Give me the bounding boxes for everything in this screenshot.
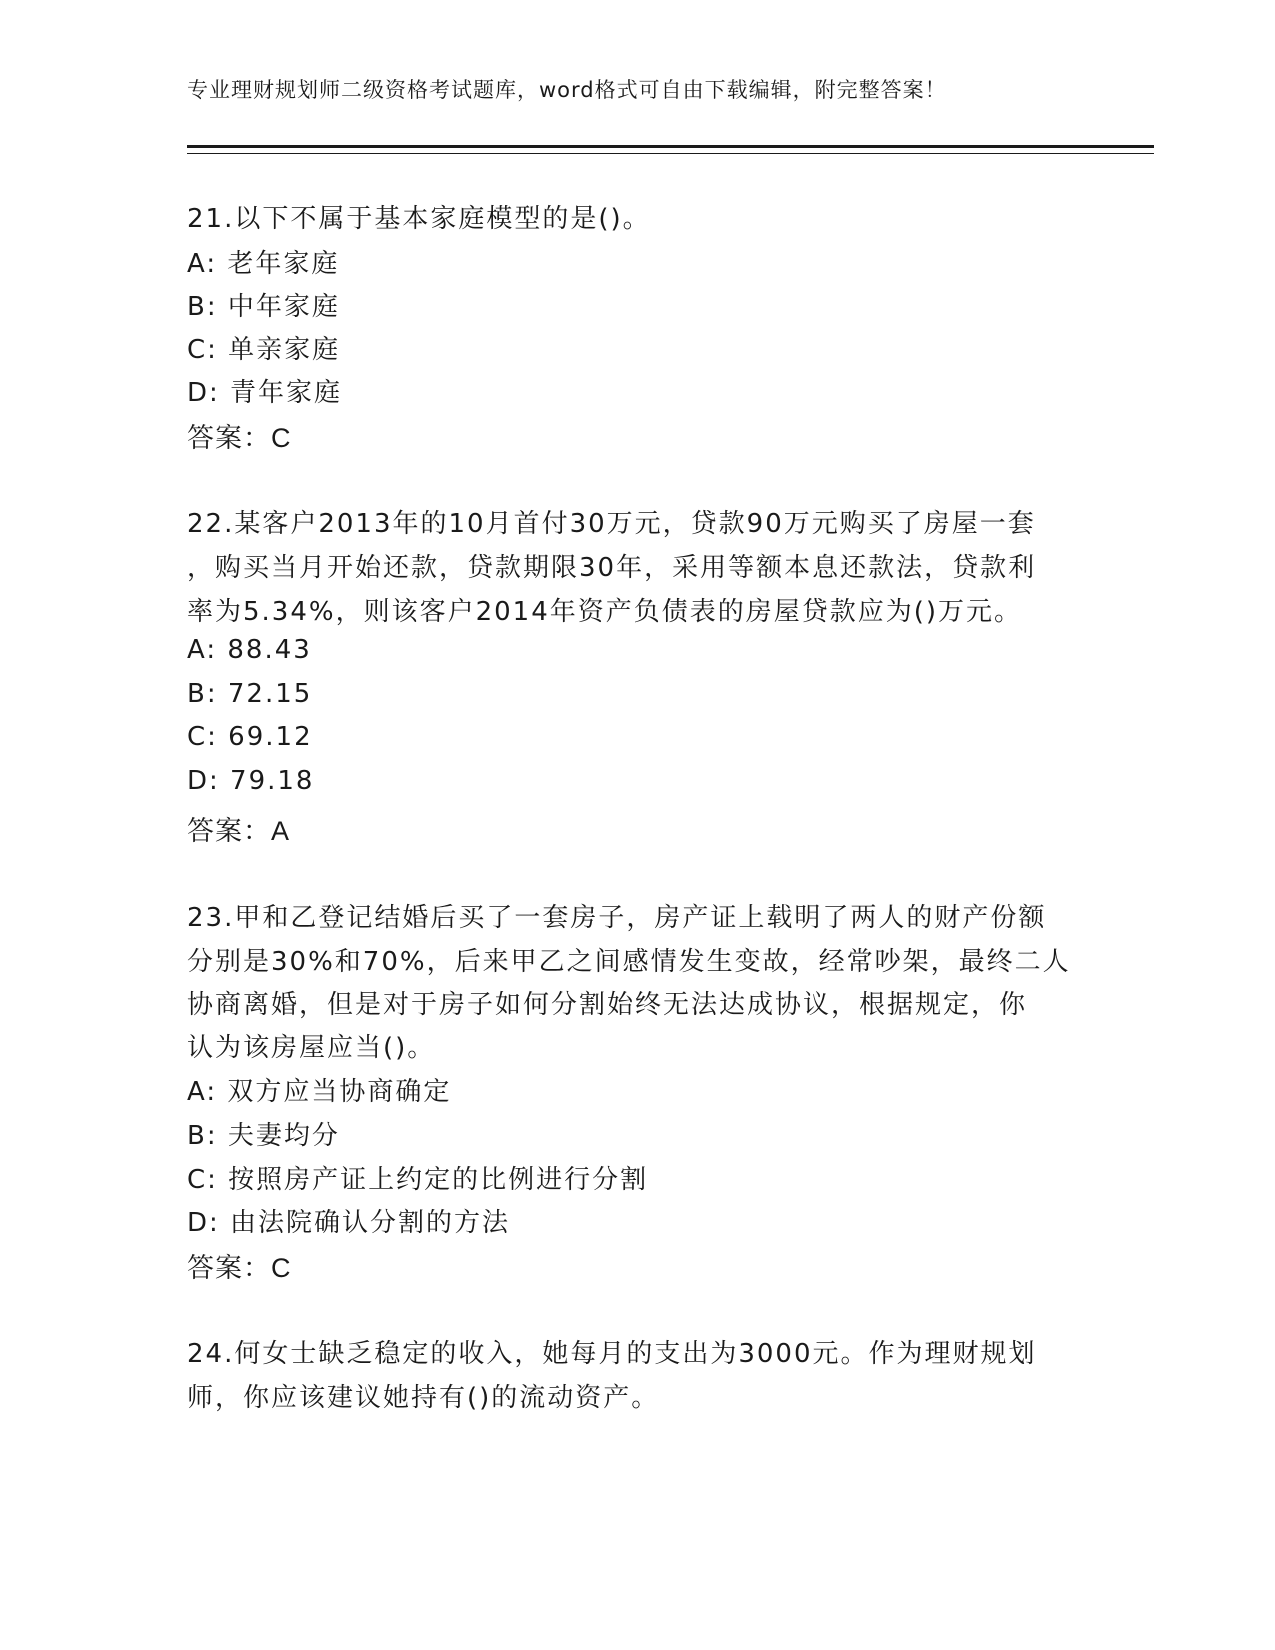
question-22-option-a: A: 88.43 [187, 635, 312, 665]
question-21-option-b: B: 中年家庭 [187, 292, 340, 322]
question-23-option-d: D: 由法院确认分割的方法 [187, 1208, 511, 1238]
question-23-option-c: C: 按照房产证上约定的比例进行分割 [187, 1165, 649, 1195]
question-23-stem-line-3: 协商离婚，但是对于房子如何分割始终无法达成协议，根据规定，你 [187, 990, 1028, 1020]
question-22-stem-line-2: ，购买当月开始还款，贷款期限30年，采用等额本息还款法，贷款利 [187, 553, 1037, 583]
question-22-option-c: C: 69.12 [187, 722, 313, 752]
question-23-stem-line-4: 认为该房屋应当()。 [187, 1033, 436, 1063]
question-21-stem-line-1: 21.以下不属于基本家庭模型的是()。 [187, 204, 651, 234]
question-23-stem-line-1: 23.甲和乙登记结婚后买了一套房子，房产证上载明了两人的财产份额 [187, 903, 1047, 933]
question-22-stem-line-1: 22.某客户2013年的10月首付30万元，贷款90万元购买了房屋一套 [187, 509, 1036, 539]
question-21-option-c: C: 单亲家庭 [187, 335, 341, 365]
question-23-option-a: A: 双方应当协商确定 [187, 1077, 452, 1107]
question-21-option-a: A: 老年家庭 [187, 249, 340, 279]
question-22-stem-line-3: 率为5.34%，则该客户2014年资产负债表的房屋贷款应为()万元。 [187, 597, 1023, 627]
question-24-stem-line-1: 24.何女士缺乏稳定的收入，她每月的支出为3000元。作为理财规划 [187, 1339, 1037, 1369]
header-divider [187, 145, 1154, 154]
document-header: 专业理财规划师二级资格考试题库，word格式可自由下载编辑，附完整答案！ [187, 78, 947, 102]
question-24-stem-line-2: 师，你应该建议她持有()的流动资产。 [187, 1383, 660, 1413]
question-22-option-b: B: 72.15 [187, 679, 313, 709]
question-23-option-b: B: 夫妻均分 [187, 1121, 340, 1151]
question-22-option-d: D: 79.18 [187, 766, 315, 796]
question-23-answer: 答案：C [187, 1253, 292, 1283]
question-21-answer: 答案：C [187, 423, 292, 453]
question-23-stem-line-2: 分别是30%和70%，后来甲乙之间感情发生变故，经常吵架，最终二人 [187, 947, 1071, 977]
question-21-option-d: D: 青年家庭 [187, 378, 343, 408]
question-22-answer: 答案：A [187, 816, 291, 846]
